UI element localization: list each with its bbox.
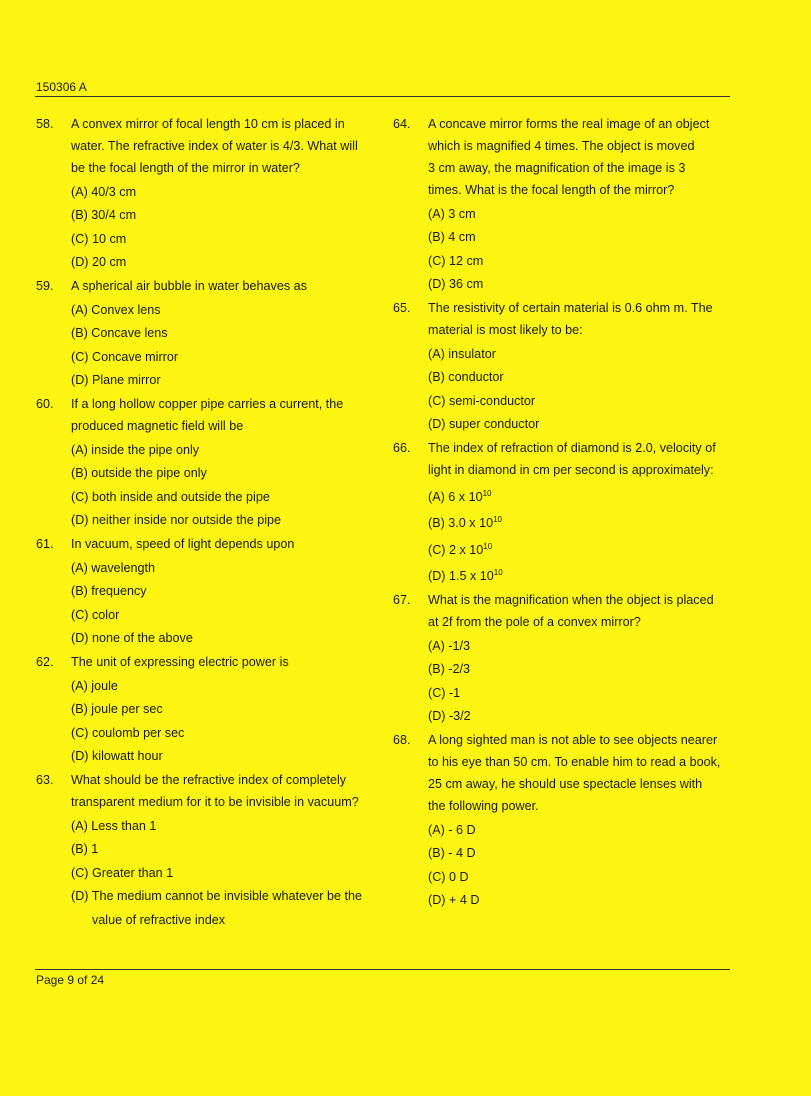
question-stem bbox=[71, 769, 376, 813]
option-b bbox=[428, 509, 733, 534]
option-b: (B) 4 cm bbox=[428, 230, 476, 244]
option-b: (B) 30/4 cm bbox=[71, 208, 137, 222]
question-58 bbox=[36, 113, 376, 273]
question-stem bbox=[428, 729, 733, 817]
option-text: (A) 6 x 10 bbox=[428, 489, 483, 504]
question-61 bbox=[36, 533, 376, 649]
question-number: 67. bbox=[393, 593, 411, 607]
option-b: (B) joule per sec bbox=[71, 702, 163, 716]
option-text: (B) 3.0 x 10 bbox=[428, 516, 494, 530]
stem-line: water. The refractive index of water is 4/3. What will bbox=[71, 139, 358, 153]
question-stem bbox=[71, 275, 376, 297]
footer-divider bbox=[35, 969, 730, 970]
option-a: (A) wavelength bbox=[71, 560, 155, 575]
question-stem bbox=[428, 589, 733, 633]
option-d: (D) super conductor bbox=[428, 417, 540, 431]
stem-line: A concave mirror forms the real image of an object bbox=[428, 117, 710, 131]
option-a: (A) Less than 1 bbox=[71, 818, 157, 833]
option-a: (A) Convex lens bbox=[71, 302, 161, 317]
question-66 bbox=[393, 437, 733, 587]
option-c bbox=[428, 536, 733, 561]
question-number: 62. bbox=[36, 655, 54, 669]
question-number: 61. bbox=[36, 537, 54, 551]
option-exponent: 10 bbox=[482, 488, 492, 498]
stem-line: A convex mirror of focal length 10 cm is placed in bbox=[71, 117, 345, 131]
question-number: 68. bbox=[393, 733, 411, 747]
option-b: (B) 1 bbox=[71, 842, 99, 856]
option-a: (A) inside the pipe only bbox=[71, 442, 200, 457]
option-c: (C) 0 D bbox=[428, 869, 469, 884]
stem-line: A long sighted man is not able to see objects nearer bbox=[428, 733, 718, 747]
option-c: (C) coulomb per sec bbox=[71, 725, 185, 740]
question-number: 64. bbox=[393, 117, 411, 131]
question-65 bbox=[393, 297, 733, 435]
question-68 bbox=[393, 729, 733, 911]
option-c: (C) -1 bbox=[428, 685, 461, 700]
option-c: (C) both inside and outside the pipe bbox=[71, 489, 270, 504]
question-62 bbox=[36, 651, 376, 767]
stem-line: at 2f from the pole of a convex mirror? bbox=[428, 615, 641, 629]
stem-line: 25 cm away, he should use spectacle lenses with bbox=[428, 777, 703, 791]
option-exponent: 10 bbox=[493, 515, 503, 524]
stem-line: 3 cm away, the magnification of the image is 3 bbox=[428, 161, 686, 175]
option-d: (D) 20 cm bbox=[71, 255, 127, 269]
option-a bbox=[428, 483, 733, 508]
option-text: (D) 1.5 x 10 bbox=[428, 569, 494, 583]
option-d: (D) + 4 D bbox=[428, 893, 480, 907]
option-b: (B) -2/3 bbox=[428, 662, 470, 676]
question-59 bbox=[36, 275, 376, 391]
stem-line: What should be the refractive index of completely bbox=[71, 773, 347, 787]
option-d: (D) kilowatt hour bbox=[71, 749, 163, 763]
option-b: (B) frequency bbox=[71, 584, 147, 598]
stem-line: times. What is the focal length of the mirror? bbox=[428, 183, 675, 197]
option-c: (C) Concave mirror bbox=[71, 349, 179, 364]
question-stem bbox=[71, 533, 376, 555]
option-c: (C) color bbox=[71, 607, 120, 622]
stem-line: be the focal length of the mirror in water? bbox=[71, 161, 300, 175]
option-d: (D) The medium cannot be invisible whatever be the bbox=[71, 889, 362, 903]
question-63 bbox=[36, 769, 376, 931]
option-b: (B) - 4 D bbox=[428, 846, 476, 860]
option-a: (A) -1/3 bbox=[428, 638, 470, 653]
stem-line: A spherical air bubble in water behaves as bbox=[71, 279, 307, 293]
question-stem bbox=[71, 113, 376, 179]
option-c: (C) Greater than 1 bbox=[71, 865, 174, 880]
question-stem bbox=[428, 113, 733, 201]
option-b: (B) conductor bbox=[428, 370, 504, 384]
option-a: (A) joule bbox=[71, 678, 118, 693]
option-d: (D) neither inside nor outside the pipe bbox=[71, 513, 282, 527]
stem-line: light in diamond in cm per second is approximately: bbox=[428, 463, 714, 477]
option-d-continuation: value of refractive index bbox=[92, 912, 226, 927]
question-number: 65. bbox=[393, 301, 411, 315]
question-number: 58. bbox=[36, 117, 54, 131]
right-column bbox=[393, 113, 733, 913]
option-text: (C) 2 x 10 bbox=[428, 542, 484, 557]
question-stem bbox=[428, 297, 733, 341]
stem-line: The resistivity of certain material is 0.6 ohm m. The bbox=[428, 301, 713, 315]
option-a: (A) 40/3 cm bbox=[71, 184, 137, 199]
option-c: (C) semi-conductor bbox=[428, 393, 536, 408]
stem-line: The index of refraction of diamond is 2.0, velocity of bbox=[428, 441, 716, 455]
question-stem bbox=[428, 437, 733, 481]
stem-line: In vacuum, speed of light depends upon bbox=[71, 537, 295, 551]
stem-line: the following power. bbox=[428, 799, 539, 813]
question-60 bbox=[36, 393, 376, 531]
stem-line: produced magnetic field will be bbox=[71, 419, 244, 433]
option-d: (D) Plane mirror bbox=[71, 373, 161, 387]
question-67 bbox=[393, 589, 733, 727]
question-stem bbox=[71, 393, 376, 437]
question-number: 59. bbox=[36, 279, 54, 293]
paper-code: 150306 A bbox=[36, 80, 87, 94]
option-b: (B) Concave lens bbox=[71, 326, 168, 340]
option-a: (A) insulator bbox=[428, 346, 496, 361]
option-exponent: 10 bbox=[483, 541, 493, 551]
question-number: 66. bbox=[393, 441, 411, 455]
option-c: (C) 10 cm bbox=[71, 231, 127, 246]
option-d: (D) none of the above bbox=[71, 631, 193, 645]
left-column bbox=[36, 113, 376, 933]
question-number: 60. bbox=[36, 397, 54, 411]
header-divider bbox=[35, 96, 730, 97]
stem-line: material is most likely to be: bbox=[428, 323, 583, 337]
question-stem bbox=[71, 651, 376, 673]
option-d bbox=[428, 562, 733, 587]
option-d: (D) -3/2 bbox=[428, 709, 471, 723]
stem-line: to his eye than 50 cm. To enable him to read a book, bbox=[428, 755, 721, 769]
option-d: (D) 36 cm bbox=[428, 277, 484, 291]
stem-line: The unit of expressing electric power is bbox=[71, 655, 289, 669]
option-b: (B) outside the pipe only bbox=[71, 466, 207, 480]
stem-line: which is magnified 4 times. The object is moved bbox=[428, 139, 695, 153]
option-a: (A) - 6 D bbox=[428, 822, 476, 837]
stem-line: transparent medium for it to be invisible in vacuum? bbox=[71, 795, 359, 809]
stem-line: What is the magnification when the object is placed bbox=[428, 593, 714, 607]
stem-line: If a long hollow copper pipe carries a current, the bbox=[71, 397, 344, 411]
option-a: (A) 3 cm bbox=[428, 206, 476, 221]
question-64 bbox=[393, 113, 733, 295]
question-number: 63. bbox=[36, 773, 54, 787]
page-number: Page 9 of 24 bbox=[36, 973, 105, 987]
option-exponent: 10 bbox=[493, 568, 503, 577]
option-c: (C) 12 cm bbox=[428, 253, 484, 268]
